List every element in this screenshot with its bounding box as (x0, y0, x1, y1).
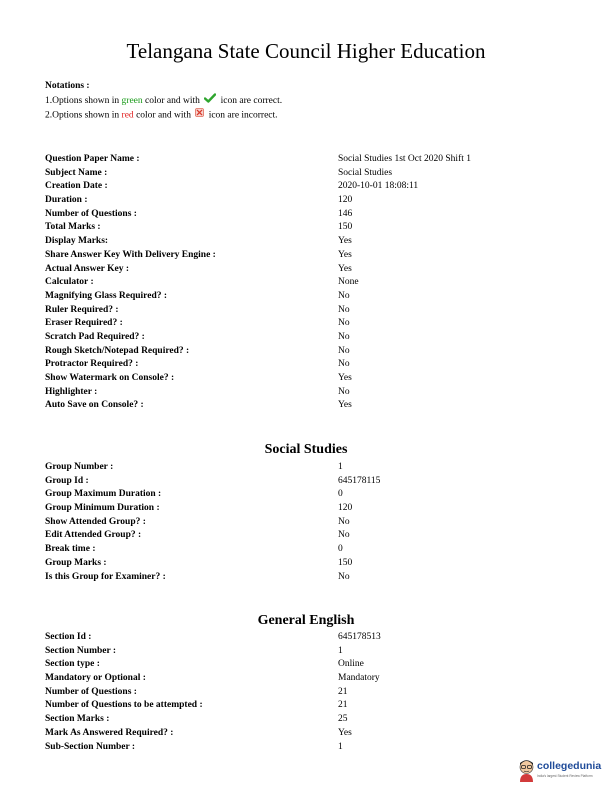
detail-key: Rough Sketch/Notepad Required? : (45, 345, 190, 356)
detail-value: 21 (338, 700, 348, 711)
detail-row (45, 502, 575, 516)
detail-value: 21 (338, 686, 348, 697)
notation-correct (45, 93, 282, 108)
detail-value: Online (338, 659, 364, 670)
detail-key: Display Marks: (45, 236, 109, 247)
notation-color-red: red (121, 110, 134, 121)
detail-row (45, 713, 575, 727)
detail-key: Break time : (45, 544, 96, 555)
detail-key: Group Maximum Duration : (45, 489, 162, 500)
detail-key: Is this Group for Examiner? : (45, 571, 166, 582)
detail-key: Sub-Section Number : (45, 741, 136, 752)
detail-value: Social Studies 1st Oct 2020 Shift 1 (338, 154, 471, 164)
cross-icon (195, 108, 204, 123)
detail-value: Yes (338, 373, 352, 383)
detail-value: 150 (338, 222, 353, 233)
mascot-icon (517, 758, 536, 782)
detail-row (45, 221, 575, 235)
detail-row (45, 516, 575, 530)
detail-row (45, 345, 575, 359)
detail-row (45, 249, 575, 263)
detail-key: Highlighter : (45, 386, 98, 397)
detail-key: Show Watermark on Console? : (45, 373, 175, 383)
detail-value: Yes (338, 263, 352, 274)
detail-value: No (338, 345, 350, 356)
detail-key: Share Answer Key With Delivery Engine : (45, 249, 216, 260)
detail-value: 645178115 (338, 475, 381, 486)
detail-key: Question Paper Name : (45, 154, 140, 164)
paper-details (45, 153, 575, 413)
logo-tagline: India's largest Student Review Platform (537, 774, 593, 778)
notation-correct-prefix: 1.Options shown in (45, 96, 122, 107)
detail-row (45, 461, 575, 475)
detail-row (45, 317, 575, 331)
detail-key: Creation Date : (45, 181, 108, 192)
detail-row (45, 167, 575, 181)
detail-key: Group Id : (45, 475, 89, 486)
detail-row (45, 529, 575, 543)
detail-row (45, 358, 575, 372)
detail-key: Section type : (45, 659, 100, 670)
detail-key: Eraser Required? : (45, 318, 123, 329)
detail-row (45, 699, 575, 713)
detail-key: Ruler Required? : (45, 304, 119, 315)
detail-key: Group Number : (45, 462, 114, 472)
detail-key: Group Marks : (45, 557, 107, 568)
detail-key: Protractor Required? : (45, 359, 139, 370)
notations-heading: Notations : (45, 81, 90, 91)
detail-key: Total Marks : (45, 222, 101, 233)
detail-value: 1 (338, 645, 343, 656)
group-details (45, 461, 575, 584)
detail-value: Social Studies (338, 167, 393, 178)
detail-row (45, 645, 575, 659)
detail-value: No (338, 331, 350, 342)
detail-value: No (338, 571, 350, 582)
detail-value: Yes (338, 727, 352, 738)
notation-color-green: green (121, 96, 143, 107)
detail-key: Group Minimum Duration : (45, 503, 160, 514)
detail-value: No (338, 290, 350, 301)
detail-key: Section Marks : (45, 714, 110, 725)
detail-key: Subject Name : (45, 167, 108, 178)
section-title-general-english: General English (257, 613, 355, 628)
detail-row (45, 727, 575, 741)
detail-key: Number of Questions to be attempted : (45, 700, 203, 711)
detail-row (45, 153, 575, 167)
detail-value: Yes (338, 400, 352, 411)
detail-row (45, 235, 575, 249)
detail-key: Section Number : (45, 645, 117, 656)
notation-incorrect-suffix: icon are incorrect. (206, 110, 278, 121)
detail-row (45, 290, 575, 304)
notation-incorrect-prefix: 2.Options shown in (45, 110, 122, 121)
detail-value: No (338, 516, 350, 527)
detail-key: Scratch Pad Required? : (45, 331, 145, 342)
detail-value: 1 (338, 741, 343, 752)
logo-name: collegedunia (537, 760, 602, 772)
detail-value: No (338, 530, 350, 541)
detail-key: Auto Save on Console? : (45, 400, 144, 411)
detail-value: 0 (338, 544, 343, 555)
detail-row (45, 194, 575, 208)
detail-row (45, 631, 575, 645)
detail-row (45, 263, 575, 277)
page-title: Telangana State Council Higher Education (126, 39, 486, 63)
notations (45, 79, 282, 123)
detail-value: No (338, 386, 350, 397)
detail-value: 2020-10-01 18:08:11 (338, 181, 419, 192)
detail-key: Show Attended Group? : (45, 516, 146, 527)
detail-row (45, 331, 575, 345)
detail-row (45, 488, 575, 502)
detail-row (45, 686, 575, 700)
detail-row (45, 304, 575, 318)
notation-incorrect-middle: color and with (133, 110, 194, 121)
detail-row (45, 208, 575, 222)
detail-value: 120 (338, 503, 353, 514)
section-details (45, 631, 575, 754)
detail-value: 150 (338, 557, 353, 568)
detail-row (45, 543, 575, 557)
collegedunia-logo (517, 757, 609, 785)
detail-key: Edit Attended Group? : (45, 530, 142, 541)
notation-incorrect (45, 108, 282, 123)
detail-row (45, 557, 575, 571)
detail-key: Calculator : (45, 277, 94, 288)
detail-row (45, 276, 575, 290)
notation-correct-suffix: icon are correct. (218, 96, 283, 107)
detail-row (45, 672, 575, 686)
detail-row (45, 741, 575, 755)
detail-key: Mandatory or Optional : (45, 673, 146, 684)
detail-value: 146 (338, 208, 353, 219)
detail-value: No (338, 304, 350, 315)
detail-value: Yes (338, 236, 352, 247)
detail-row (45, 571, 575, 585)
detail-value: No (338, 318, 350, 329)
detail-value: No (338, 359, 350, 370)
detail-value: 1 (338, 462, 343, 472)
detail-value: Mandatory (338, 673, 380, 684)
detail-key: Actual Answer Key : (45, 263, 129, 274)
detail-value: 645178513 (338, 632, 381, 642)
detail-row (45, 372, 575, 386)
detail-row (45, 475, 575, 489)
detail-row (45, 386, 575, 400)
detail-key: Section Id : (45, 632, 92, 642)
detail-value: 0 (338, 489, 343, 500)
detail-key: Duration : (45, 195, 88, 206)
detail-key: Mark As Answered Required? : (45, 727, 174, 738)
detail-row (45, 399, 575, 413)
detail-row (45, 180, 575, 194)
section-title-social-studies: Social Studies (264, 442, 348, 457)
detail-value: None (338, 277, 359, 288)
notation-correct-middle: color and with (142, 96, 203, 107)
detail-row (45, 658, 575, 672)
detail-key: Number of Questions : (45, 208, 137, 219)
detail-key: Number of Questions : (45, 686, 137, 697)
detail-value: Yes (338, 249, 352, 260)
check-icon (204, 93, 216, 109)
detail-value: 120 (338, 195, 353, 206)
detail-key: Magnifying Glass Required? : (45, 290, 168, 301)
detail-value: 25 (338, 714, 348, 725)
